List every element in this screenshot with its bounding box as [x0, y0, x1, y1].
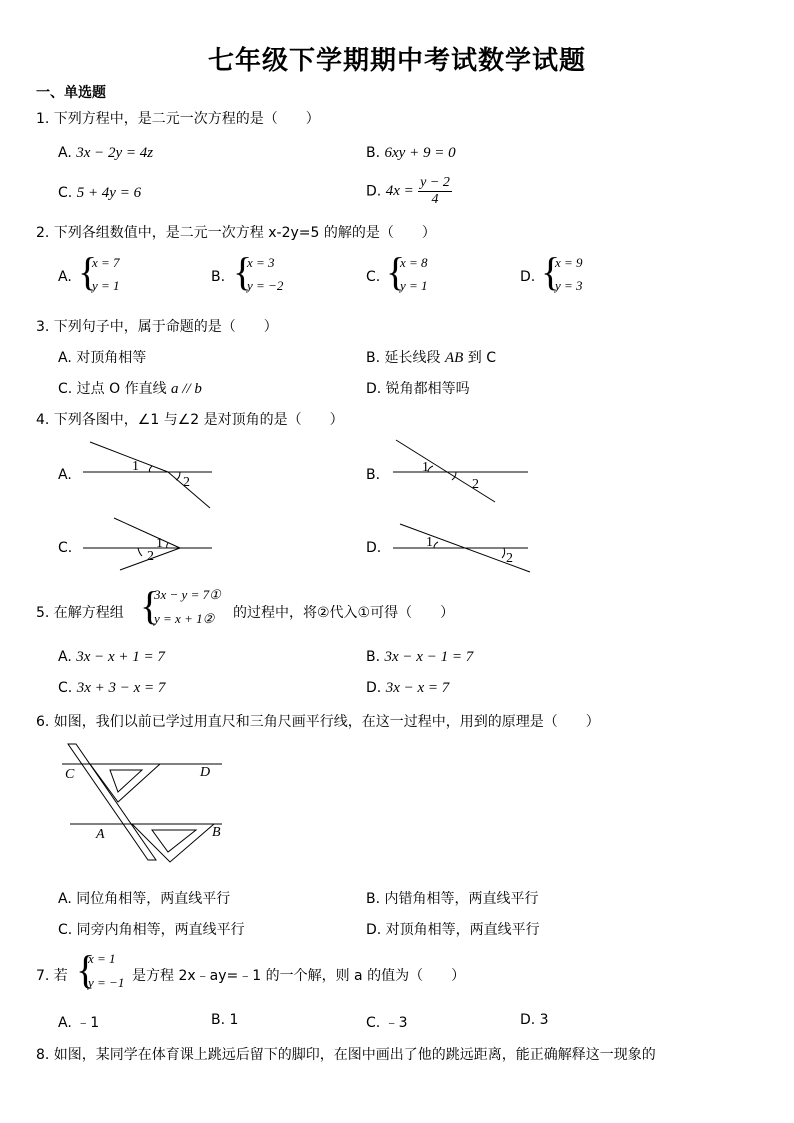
q6-option-d[interactable]: D. 对顶角相等，两直线平行 [366, 922, 540, 938]
q4-figure-b[interactable] [390, 436, 535, 512]
q4-c-angle1: 1 [156, 536, 163, 551]
q5-option-d[interactable] [366, 680, 449, 697]
q1-d-left: 4x = [385, 183, 414, 199]
section-heading: 一、单选题 [36, 85, 106, 101]
q1-a-math: 3x − 2y = 4z [76, 145, 154, 161]
q2-a-eq2: y = 1 [92, 278, 120, 293]
q3-option-a[interactable]: A. 对顶角相等 [58, 350, 147, 366]
q2-d-label: D. [520, 269, 536, 285]
q7-option-a[interactable]: A. ﹣1 [58, 1015, 100, 1031]
q4-d-angle2: 2 [506, 551, 513, 566]
q4-c-label: C. [58, 540, 73, 556]
q7-stem-post: 是方程 2x﹣ay=﹣1 的一个解，则 a 的值为（ ） [132, 968, 466, 984]
q6-option-b[interactable]: B. 内错角相等，两直线平行 [366, 891, 539, 907]
q6-label-b: B [212, 825, 221, 840]
q1-stem: 1. 下列方程中，是二元一次方程的是（ ） [36, 111, 320, 127]
q4-a-angle2: 2 [183, 475, 190, 490]
q5-option-b[interactable] [366, 649, 473, 666]
q3-c-pre: C. 过点 O 作直线 [58, 381, 172, 397]
q6-stem: 6. 如图，我们以前已学过用直尺和三角尺画平行线，在这一过程中，用到的原理是（ ） [36, 714, 600, 730]
q2-a-eq1: x = 7 [92, 255, 120, 270]
q7-stem-pre: 7. 若 [36, 968, 68, 984]
q1-c-label: C. [58, 185, 73, 201]
q5-eq2: y = x + 1② [154, 611, 215, 626]
q2-b-eq2: y = −2 [247, 278, 284, 293]
q4-c-angle2: 2 [147, 549, 154, 564]
q4-figure-d[interactable] [390, 514, 535, 578]
q5-d-math: 3x − x = 7 [385, 680, 450, 696]
q5-stem-pre: 5. 在解方程组 [36, 605, 124, 621]
q7-eq2: y = −1 [88, 975, 125, 990]
q5-stem-post: 的过程中，将②代入①可得（ ） [233, 605, 455, 621]
page-title: 七年级下学期期中考试数学试题 [207, 46, 586, 76]
q1-a-label: A. [58, 145, 72, 161]
q1-b-label: B. [366, 145, 381, 161]
q1-c-math: 5 + 4y = 6 [76, 185, 142, 201]
q2-c-brace: { [386, 249, 406, 294]
q3-b-post: 到 C [463, 350, 496, 366]
q4-stem: 4. 下列各图中，∠1 与∠2 是对顶角的是（ ） [36, 412, 344, 428]
q7-eq1: x = 1 [88, 951, 116, 966]
q3-b-math: AB [444, 350, 464, 366]
q3-stem: 3. 下列句子中，属于命题的是（ ） [36, 319, 278, 335]
q1-b-math: 6xy + 9 = 0 [384, 145, 456, 161]
q1-d-numerator: y − 2 [420, 175, 450, 190]
q4-d-angle1: 1 [426, 535, 433, 550]
q2-b-label: B. [211, 269, 226, 285]
q4-b-angle2: 2 [472, 477, 479, 492]
q4-a-angle1: 1 [132, 459, 139, 474]
q2-a-label: A. [58, 269, 72, 285]
q4-b-angle1: 1 [422, 460, 429, 475]
q2-stem: 2. 下列各组数值中，是二元一次方程 x-2y=5 的解的是（ ） [36, 225, 436, 241]
q1-d-denominator: 4 [431, 192, 439, 207]
q6-label-c: C [65, 767, 75, 782]
q3-option-c[interactable] [58, 378, 202, 398]
q6-figure [60, 738, 230, 868]
q6-option-c[interactable]: C. 同旁内角相等，两直线平行 [58, 922, 245, 938]
q5-brace: { [140, 583, 160, 628]
q7-option-d[interactable]: D. 3 [520, 1012, 549, 1028]
q4-b-label: B. [366, 467, 381, 483]
q5-a-label: A. [58, 649, 72, 665]
q5-b-label: B. [366, 649, 381, 665]
q1-d-fraction [418, 175, 452, 208]
q8-stem: 8. 如图，某同学在体育课上跳远后留下的脚印，在图中画出了他的跳远距离，能正确解释这一现象的 [36, 1047, 656, 1063]
q3-b-pre: B. 延长线段 [366, 350, 445, 366]
q6-option-a[interactable]: A. 同位角相等，两直线平行 [58, 891, 231, 907]
q5-d-label: D. [366, 680, 382, 696]
q2-c-label: C. [366, 269, 381, 285]
q2-c-eq1: x = 8 [400, 255, 428, 270]
q4-figure-c[interactable] [80, 514, 220, 578]
q3-option-b[interactable] [366, 347, 496, 367]
q5-eq1: 3x − y = 7① [154, 587, 221, 602]
q7-option-c[interactable]: C. ﹣3 [366, 1015, 408, 1031]
q2-b-eq1: x = 3 [247, 255, 275, 270]
q3-c-math: a // b [171, 381, 202, 397]
q2-d-eq2: y = 3 [555, 278, 583, 293]
q1-option-b[interactable] [366, 145, 456, 162]
q2-b-brace: { [233, 249, 253, 294]
q1-option-a[interactable] [58, 145, 153, 162]
q5-option-a[interactable] [58, 649, 165, 666]
q7-brace: { [76, 947, 96, 992]
q3-option-d[interactable]: D. 锐角都相等吗 [366, 381, 470, 397]
q2-a-brace: { [78, 249, 98, 294]
q2-d-eq1: x = 9 [555, 255, 583, 270]
q5-a-math: 3x − x + 1 = 7 [76, 649, 165, 665]
q6-label-d: D [200, 765, 211, 780]
q4-figure-a[interactable] [80, 436, 220, 512]
q1-option-c[interactable] [58, 185, 141, 202]
q5-option-c[interactable] [58, 680, 165, 697]
q2-c-eq2: y = 1 [400, 278, 428, 293]
q2-d-brace: { [541, 249, 561, 294]
q5-c-label: C. [58, 680, 73, 696]
q6-label-a: A [96, 827, 105, 842]
q5-b-math: 3x − x − 1 = 7 [384, 649, 474, 665]
q5-c-math: 3x + 3 − x = 7 [76, 680, 166, 696]
q4-d-label: D. [366, 540, 382, 556]
q7-option-b[interactable]: B. 1 [211, 1012, 239, 1028]
q4-a-label: A. [58, 467, 72, 483]
q1-option-d[interactable] [366, 175, 452, 208]
q1-d-label: D. [366, 183, 382, 200]
